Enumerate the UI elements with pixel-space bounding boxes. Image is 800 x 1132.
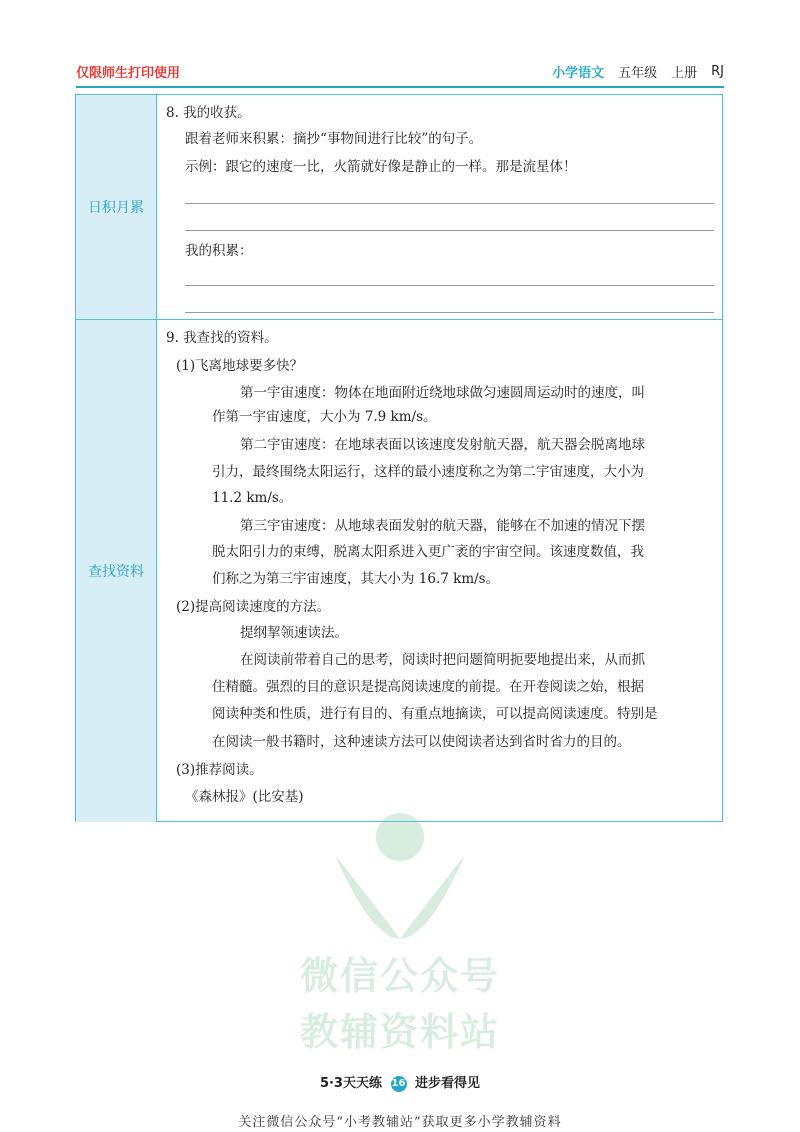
section-label-research: 查找资料 — [76, 320, 157, 822]
subquestion-3: (3)推荐阅读。 — [176, 762, 263, 778]
answer-line[interactable] — [185, 285, 714, 286]
paragraph-line: 引力，最终围绕太阳运行，这样的最小速度称之为第二宇宙速度，大小为 — [212, 464, 644, 480]
page-footer — [0, 1072, 800, 1092]
my-accumulation-label: 我的积累： — [185, 243, 253, 259]
answer-line[interactable] — [185, 230, 714, 231]
paragraph-line: 们称之为第三宇宙速度，其大小为 16.7 km/s。 — [212, 571, 500, 587]
book-info — [552, 62, 724, 81]
page-number-badge: 16 — [391, 1076, 407, 1092]
question-9-title: 9. 我查找的资料。 — [166, 330, 278, 346]
section-label-daily: 日积月累 — [76, 95, 157, 319]
grade-label: 五年级 — [618, 66, 658, 81]
paragraph-line: 脱太阳引力的束缚，脱离太阳系进入更广袤的宇宙空间。该速度数值，我 — [212, 544, 644, 560]
paragraph-line: 作第一宇宙速度，大小为 7.9 km/s。 — [212, 409, 437, 425]
question-8-title: 8. 我的收获。 — [166, 105, 251, 121]
header-divider — [76, 86, 724, 88]
series-name: 5·3天天练 — [319, 1076, 382, 1091]
question-8-instruction: 跟着老师来积累：摘抄“事物间进行比较”的句子。 — [185, 131, 483, 147]
section-research — [76, 320, 722, 822]
paragraph-line: 在阅读前带着自己的思考，阅读时把问题简明扼要地提出来，从而抓 — [240, 652, 645, 668]
watermark-line2: 教辅资料站 — [299, 1010, 500, 1054]
paragraph-line: 在阅读一般书籍时，这种速读方法可以使阅读者达到省时省力的目的。 — [212, 734, 631, 750]
worksheet-table — [75, 94, 723, 822]
paragraph-line: 第三宇宙速度：从地球表面发射的航天器，能够在不加速的情况下摆 — [240, 518, 645, 534]
edition-label: RJ — [711, 64, 724, 79]
subject-label: 小学语文 — [552, 66, 605, 81]
bottom-note: 关注微信公众号“小考教辅站”获取更多小学教辅资料 — [238, 1115, 562, 1130]
subquestion-1: (1)飞离地球要多快？ — [176, 358, 304, 374]
answer-line[interactable] — [185, 312, 714, 313]
paragraph-line: 11.2 km/s。 — [212, 490, 293, 506]
print-notice: 仅限师生打印使用 — [76, 66, 181, 81]
watermark-line1: 微信公众号 — [299, 954, 500, 998]
section-daily-accumulation — [76, 95, 722, 320]
paragraph-line: 第二宇宙速度：在地球表面以该速度发射航天器，航天器会脱离地球 — [240, 437, 645, 453]
watermark-logo-icon — [310, 800, 490, 948]
answer-line[interactable] — [185, 203, 714, 204]
watermark — [250, 800, 550, 1060]
series-slogan: 进步看得见 — [415, 1076, 481, 1091]
paragraph-line: 住精髓。强烈的目的意识是提高阅读速度的前提。在开卷阅读之始，根据 — [212, 679, 644, 695]
question-8-example: 示例：跟它的速度一比，火箭就好像是静止的一样。那是流星体！ — [185, 159, 577, 175]
subquestion-2: (2)提高阅读速度的方法。 — [176, 599, 331, 615]
paragraph-line: 阅读种类和性质，进行有目的、有重点地摘读，可以提高阅读速度。特别是 — [212, 706, 658, 722]
recommended-book: 《森林报》(比安基) — [185, 789, 304, 805]
paragraph-line: 提纲挈领速读法。 — [240, 625, 348, 641]
paragraph-line: 第一宇宙速度：物体在地面附近绕地球做匀速圆周运动时的速度，叫 — [240, 385, 645, 401]
volume-label: 上册 — [671, 66, 698, 81]
